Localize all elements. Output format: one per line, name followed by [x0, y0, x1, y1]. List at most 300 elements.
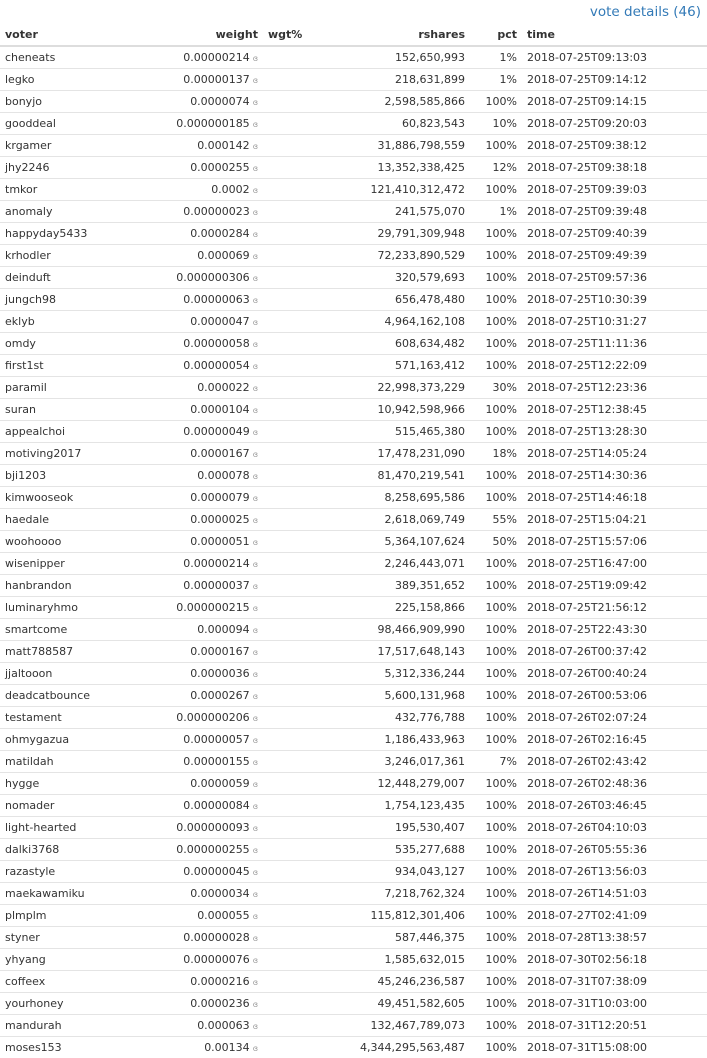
- time-cell: 2018-07-25T09:57:36: [522, 267, 707, 289]
- rshares-cell: 195,530,407: [315, 817, 470, 839]
- rshares-cell: 535,277,688: [315, 839, 470, 861]
- table-row: [0, 575, 707, 597]
- table-row: [0, 883, 707, 905]
- wgt-cell: [263, 883, 315, 905]
- rshares-cell: 12,448,279,007: [315, 773, 470, 795]
- weight-cell: [100, 245, 263, 267]
- voter-cell[interactable]: yhyang: [0, 949, 100, 971]
- time-cell: 2018-07-26T02:48:36: [522, 773, 707, 795]
- pct-cell: 100%: [470, 289, 522, 311]
- voter-cell[interactable]: haedale: [0, 509, 100, 531]
- voter-cell[interactable]: dalki3768: [0, 839, 100, 861]
- weight-cell: [100, 46, 263, 69]
- weight-value: 0.00000028: [183, 931, 249, 944]
- voter-cell[interactable]: appealchoi: [0, 421, 100, 443]
- table-row: [0, 179, 707, 201]
- voter-cell[interactable]: ohmygazua: [0, 729, 100, 751]
- weight-value: 0.000022: [197, 381, 250, 394]
- weight-cell: [100, 399, 263, 421]
- weight-value: 0.0000034: [190, 887, 250, 900]
- weight-value: 0.0000167: [190, 447, 250, 460]
- steem-icon: ɞ: [253, 494, 258, 503]
- pct-cell: 100%: [470, 421, 522, 443]
- time-cell: 2018-07-27T02:41:09: [522, 905, 707, 927]
- voter-cell[interactable]: yourhoney: [0, 993, 100, 1015]
- rshares-cell: 934,043,127: [315, 861, 470, 883]
- voter-cell[interactable]: mandurah: [0, 1015, 100, 1037]
- time-cell: 2018-07-25T09:39:03: [522, 179, 707, 201]
- weight-cell: [100, 795, 263, 817]
- steem-icon: ɞ: [253, 98, 258, 107]
- column-header-weight[interactable]: weight: [100, 24, 263, 46]
- weight-value: 0.00000054: [183, 359, 249, 372]
- time-cell: 2018-07-25T22:43:30: [522, 619, 707, 641]
- column-header-wgt[interactable]: wgt%: [263, 24, 315, 46]
- pct-cell: 100%: [470, 773, 522, 795]
- table-row: [0, 707, 707, 729]
- rshares-cell: 515,465,380: [315, 421, 470, 443]
- wgt-cell: [263, 157, 315, 179]
- time-cell: 2018-07-31T10:03:00: [522, 993, 707, 1015]
- pct-cell: 100%: [470, 619, 522, 641]
- weight-value: 0.00000084: [183, 799, 249, 812]
- steem-icon: ɞ: [253, 450, 258, 459]
- pct-cell: 100%: [470, 817, 522, 839]
- voter-cell[interactable]: happyday5433: [0, 223, 100, 245]
- voter-cell[interactable]: cheneats: [0, 46, 100, 69]
- voter-cell[interactable]: moses153: [0, 1037, 100, 1058]
- weight-value: 0.0000236: [190, 997, 250, 1010]
- vote-details-header: [0, 0, 707, 24]
- pct-cell: 100%: [470, 905, 522, 927]
- time-cell: 2018-07-25T21:56:12: [522, 597, 707, 619]
- weight-value: 0.0000216: [190, 975, 250, 988]
- voter-cell[interactable]: jjaltooon: [0, 663, 100, 685]
- wgt-cell: [263, 553, 315, 575]
- steem-icon: ɞ: [253, 714, 258, 723]
- rshares-cell: 5,600,131,968: [315, 685, 470, 707]
- pct-cell: 100%: [470, 91, 522, 113]
- pct-cell: 100%: [470, 465, 522, 487]
- voter-cell[interactable]: gooddeal: [0, 113, 100, 135]
- pct-cell: 100%: [470, 993, 522, 1015]
- table-row: [0, 949, 707, 971]
- pct-cell: 100%: [470, 553, 522, 575]
- pct-cell: 100%: [470, 685, 522, 707]
- rshares-cell: 8,258,695,586: [315, 487, 470, 509]
- voter-cell[interactable]: light-hearted: [0, 817, 100, 839]
- rshares-cell: 4,344,295,563,487: [315, 1037, 470, 1058]
- rshares-cell: 4,964,162,108: [315, 311, 470, 333]
- wgt-cell: [263, 113, 315, 135]
- rshares-cell: 13,352,338,425: [315, 157, 470, 179]
- weight-value: 0.000000185: [176, 117, 249, 130]
- rshares-cell: 1,186,433,963: [315, 729, 470, 751]
- weight-cell: [100, 91, 263, 113]
- rshares-cell: 225,158,866: [315, 597, 470, 619]
- voter-cell[interactable]: hygge: [0, 773, 100, 795]
- voter-cell[interactable]: matildah: [0, 751, 100, 773]
- voter-cell[interactable]: kimwooseok: [0, 487, 100, 509]
- weight-cell: [100, 971, 263, 993]
- table-row: [0, 751, 707, 773]
- steem-icon: ɞ: [253, 692, 258, 701]
- rshares-cell: 22,998,373,229: [315, 377, 470, 399]
- weight-cell: [100, 487, 263, 509]
- wgt-cell: [263, 201, 315, 223]
- weight-value: 0.00000049: [183, 425, 249, 438]
- time-cell: 2018-07-25T15:57:06: [522, 531, 707, 553]
- voter-cell[interactable]: jungch98: [0, 289, 100, 311]
- steem-icon: ɞ: [253, 384, 258, 393]
- time-cell: 2018-07-25T13:28:30: [522, 421, 707, 443]
- weight-cell: [100, 553, 263, 575]
- rshares-cell: 121,410,312,472: [315, 179, 470, 201]
- time-cell: 2018-07-26T00:40:24: [522, 663, 707, 685]
- voter-cell[interactable]: hanbrandon: [0, 575, 100, 597]
- pct-cell: 30%: [470, 377, 522, 399]
- time-cell: 2018-07-25T12:38:45: [522, 399, 707, 421]
- weight-value: 0.00000045: [183, 865, 249, 878]
- vote-rows: [0, 46, 707, 1058]
- wgt-cell: [263, 289, 315, 311]
- weight-cell: [100, 597, 263, 619]
- time-cell: 2018-07-31T15:08:00: [522, 1037, 707, 1058]
- weight-cell: [100, 905, 263, 927]
- steem-icon: ɞ: [253, 780, 258, 789]
- votes-table: [0, 24, 707, 1058]
- table-row: [0, 839, 707, 861]
- pct-cell: 1%: [470, 46, 522, 69]
- column-header-time[interactable]: time: [522, 24, 707, 46]
- wgt-cell: [263, 377, 315, 399]
- time-cell: 2018-07-25T14:30:36: [522, 465, 707, 487]
- steem-icon: ɞ: [253, 340, 258, 349]
- rshares-cell: 241,575,070: [315, 201, 470, 223]
- time-cell: 2018-07-25T16:47:00: [522, 553, 707, 575]
- weight-cell: [100, 421, 263, 443]
- voter-cell[interactable]: smartcome: [0, 619, 100, 641]
- voter-cell[interactable]: maekawamiku: [0, 883, 100, 905]
- table-row: [0, 729, 707, 751]
- steem-icon: ɞ: [253, 252, 258, 261]
- time-cell: 2018-07-26T14:51:03: [522, 883, 707, 905]
- voter-cell[interactable]: bonyjo: [0, 91, 100, 113]
- voter-cell[interactable]: bji1203: [0, 465, 100, 487]
- column-header-pct[interactable]: pct: [470, 24, 522, 46]
- weight-value: 0.0000079: [190, 491, 250, 504]
- rshares-cell: 132,467,789,073: [315, 1015, 470, 1037]
- rshares-cell: 49,451,582,605: [315, 993, 470, 1015]
- pct-cell: 100%: [470, 1037, 522, 1058]
- wgt-cell: [263, 619, 315, 641]
- voter-cell[interactable]: woohoooo: [0, 531, 100, 553]
- steem-icon: ɞ: [253, 428, 258, 437]
- wgt-cell: [263, 531, 315, 553]
- steem-icon: ɞ: [253, 208, 258, 217]
- table-row: [0, 69, 707, 91]
- weight-cell: [100, 1037, 263, 1058]
- pct-cell: 10%: [470, 113, 522, 135]
- voter-cell[interactable]: omdy: [0, 333, 100, 355]
- wgt-cell: [263, 949, 315, 971]
- rshares-cell: 587,446,375: [315, 927, 470, 949]
- time-cell: 2018-07-31T07:38:09: [522, 971, 707, 993]
- weight-value: 0.0000167: [190, 645, 250, 658]
- weight-cell: [100, 289, 263, 311]
- wgt-cell: [263, 179, 315, 201]
- weight-cell: [100, 311, 263, 333]
- time-cell: 2018-07-26T02:43:42: [522, 751, 707, 773]
- weight-cell: [100, 993, 263, 1015]
- weight-value: 0.00000137: [183, 73, 249, 86]
- weight-value: 0.0000059: [190, 777, 250, 790]
- rshares-cell: 60,823,543: [315, 113, 470, 135]
- time-cell: 2018-07-25T09:39:48: [522, 201, 707, 223]
- steem-icon: ɞ: [253, 582, 258, 591]
- weight-cell: [100, 817, 263, 839]
- wgt-cell: [263, 1037, 315, 1058]
- voter-cell[interactable]: luminaryhmo: [0, 597, 100, 619]
- weight-cell: [100, 773, 263, 795]
- wgt-cell: [263, 971, 315, 993]
- rshares-cell: 45,246,236,587: [315, 971, 470, 993]
- rshares-cell: 1,754,123,435: [315, 795, 470, 817]
- rshares-cell: 31,886,798,559: [315, 135, 470, 157]
- voter-cell[interactable]: deinduft: [0, 267, 100, 289]
- rshares-cell: 115,812,301,406: [315, 905, 470, 927]
- weight-value: 0.00000214: [183, 557, 249, 570]
- voter-cell[interactable]: wisenipper: [0, 553, 100, 575]
- weight-value: 0.00000057: [183, 733, 249, 746]
- table-row: [0, 817, 707, 839]
- weight-cell: [100, 685, 263, 707]
- voter-cell[interactable]: paramil: [0, 377, 100, 399]
- weight-cell: [100, 377, 263, 399]
- voter-cell[interactable]: anomaly: [0, 201, 100, 223]
- voter-cell[interactable]: matt788587: [0, 641, 100, 663]
- time-cell: 2018-07-25T14:05:24: [522, 443, 707, 465]
- rshares-cell: 5,312,336,244: [315, 663, 470, 685]
- weight-value: 0.00000214: [183, 51, 249, 64]
- pct-cell: 100%: [470, 971, 522, 993]
- column-header-rshares[interactable]: rshares: [315, 24, 470, 46]
- weight-value: 0.0000284: [190, 227, 250, 240]
- weight-value: 0.000078: [197, 469, 250, 482]
- time-cell: 2018-07-25T12:22:09: [522, 355, 707, 377]
- wgt-cell: [263, 795, 315, 817]
- rshares-cell: 3,246,017,361: [315, 751, 470, 773]
- weight-cell: [100, 729, 263, 751]
- weight-cell: [100, 465, 263, 487]
- pct-cell: 55%: [470, 509, 522, 531]
- pct-cell: 18%: [470, 443, 522, 465]
- weight-value: 0.0002: [211, 183, 250, 196]
- weight-cell: [100, 927, 263, 949]
- steem-icon: ɞ: [253, 868, 258, 877]
- time-cell: 2018-07-25T09:49:39: [522, 245, 707, 267]
- pct-cell: 100%: [470, 135, 522, 157]
- weight-value: 0.000000206: [176, 711, 249, 724]
- voter-cell[interactable]: plmplm: [0, 905, 100, 927]
- wgt-cell: [263, 223, 315, 245]
- steem-icon: ɞ: [253, 406, 258, 415]
- voter-cell[interactable]: krhodler: [0, 245, 100, 267]
- weight-value: 0.0000104: [190, 403, 250, 416]
- rshares-cell: 1,585,632,015: [315, 949, 470, 971]
- time-cell: 2018-07-25T09:14:12: [522, 69, 707, 91]
- weight-value: 0.000055: [197, 909, 250, 922]
- steem-icon: ɞ: [253, 802, 258, 811]
- steem-icon: ɞ: [253, 736, 258, 745]
- wgt-cell: [263, 46, 315, 69]
- rshares-cell: 98,466,909,990: [315, 619, 470, 641]
- table-row: [0, 46, 707, 69]
- table-row: [0, 487, 707, 509]
- pct-cell: 100%: [470, 333, 522, 355]
- steem-icon: ɞ: [253, 362, 258, 371]
- steem-icon: ɞ: [253, 142, 258, 151]
- pct-cell: 7%: [470, 751, 522, 773]
- weight-cell: [100, 267, 263, 289]
- voter-cell[interactable]: tmkor: [0, 179, 100, 201]
- vote-details-link[interactable]: vote details (46): [590, 4, 701, 20]
- voter-cell[interactable]: jhy2246: [0, 157, 100, 179]
- voter-cell[interactable]: eklyb: [0, 311, 100, 333]
- weight-value: 0.000000215: [176, 601, 249, 614]
- voter-cell[interactable]: nomader: [0, 795, 100, 817]
- weight-cell: [100, 201, 263, 223]
- steem-icon: ɞ: [253, 758, 258, 767]
- time-cell: 2018-07-26T05:55:36: [522, 839, 707, 861]
- table-row: [0, 1037, 707, 1058]
- steem-icon: ɞ: [253, 846, 258, 855]
- rshares-cell: 320,579,693: [315, 267, 470, 289]
- table-row: [0, 91, 707, 113]
- time-cell: 2018-07-30T02:56:18: [522, 949, 707, 971]
- weight-cell: [100, 443, 263, 465]
- weight-value: 0.0000051: [190, 535, 250, 548]
- weight-cell: [100, 861, 263, 883]
- wgt-cell: [263, 861, 315, 883]
- voter-cell[interactable]: krgamer: [0, 135, 100, 157]
- steem-icon: ɞ: [253, 472, 258, 481]
- table-row: [0, 663, 707, 685]
- pct-cell: 100%: [470, 883, 522, 905]
- weight-cell: [100, 223, 263, 245]
- weight-value: 0.000094: [197, 623, 250, 636]
- steem-icon: ɞ: [253, 516, 258, 525]
- steem-icon: ɞ: [253, 274, 258, 283]
- pct-cell: 50%: [470, 531, 522, 553]
- table-row: [0, 905, 707, 927]
- steem-icon: ɞ: [253, 164, 258, 173]
- weight-cell: [100, 883, 263, 905]
- rshares-cell: 656,478,480: [315, 289, 470, 311]
- weight-value: 0.000063: [197, 1019, 250, 1032]
- weight-cell: [100, 69, 263, 91]
- time-cell: 2018-07-25T15:04:21: [522, 509, 707, 531]
- steem-icon: ɞ: [253, 912, 258, 921]
- steem-icon: ɞ: [253, 560, 258, 569]
- table-row: [0, 553, 707, 575]
- time-cell: 2018-07-26T03:46:45: [522, 795, 707, 817]
- weight-cell: [100, 531, 263, 553]
- table-row: [0, 333, 707, 355]
- table-row: [0, 509, 707, 531]
- steem-icon: ɞ: [253, 604, 258, 613]
- pct-cell: 100%: [470, 245, 522, 267]
- wgt-cell: [263, 751, 315, 773]
- voter-cell[interactable]: coffeex: [0, 971, 100, 993]
- weight-value: 0.00000023: [183, 205, 249, 218]
- rshares-cell: 17,478,231,090: [315, 443, 470, 465]
- table-row: [0, 927, 707, 949]
- table-row: [0, 795, 707, 817]
- table-row: [0, 971, 707, 993]
- steem-icon: ɞ: [253, 54, 258, 63]
- steem-icon: ɞ: [253, 1000, 258, 1009]
- rshares-cell: 2,246,443,071: [315, 553, 470, 575]
- time-cell: 2018-07-25T19:09:42: [522, 575, 707, 597]
- column-header-voter[interactable]: voter: [0, 24, 100, 46]
- table-row: [0, 157, 707, 179]
- table-row: [0, 641, 707, 663]
- rshares-cell: 17,517,648,143: [315, 641, 470, 663]
- voter-cell[interactable]: styner: [0, 927, 100, 949]
- voter-cell[interactable]: legko: [0, 69, 100, 91]
- voter-cell[interactable]: testament: [0, 707, 100, 729]
- weight-cell: [100, 839, 263, 861]
- table-row: [0, 377, 707, 399]
- rshares-cell: 2,618,069,749: [315, 509, 470, 531]
- pct-cell: 100%: [470, 839, 522, 861]
- rshares-cell: 432,776,788: [315, 707, 470, 729]
- voter-cell[interactable]: motiving2017: [0, 443, 100, 465]
- pct-cell: 100%: [470, 399, 522, 421]
- rshares-cell: 152,650,993: [315, 46, 470, 69]
- table-row: [0, 597, 707, 619]
- wgt-cell: [263, 333, 315, 355]
- pct-cell: 100%: [470, 949, 522, 971]
- wgt-cell: [263, 443, 315, 465]
- pct-cell: 100%: [470, 355, 522, 377]
- steem-icon: ɞ: [253, 76, 258, 85]
- voter-cell[interactable]: first1st: [0, 355, 100, 377]
- wgt-cell: [263, 927, 315, 949]
- table-row: [0, 223, 707, 245]
- weight-value: 0.00000076: [183, 953, 249, 966]
- wgt-cell: [263, 905, 315, 927]
- voter-cell[interactable]: deadcatbounce: [0, 685, 100, 707]
- weight-value: 0.0000074: [190, 95, 250, 108]
- voter-cell[interactable]: razastyle: [0, 861, 100, 883]
- weight-cell: [100, 1015, 263, 1037]
- wgt-cell: [263, 641, 315, 663]
- pct-cell: 100%: [470, 267, 522, 289]
- voter-cell[interactable]: suran: [0, 399, 100, 421]
- steem-icon: ɞ: [253, 956, 258, 965]
- wgt-cell: [263, 707, 315, 729]
- pct-cell: 100%: [470, 707, 522, 729]
- time-cell: 2018-07-31T12:20:51: [522, 1015, 707, 1037]
- wgt-cell: [263, 487, 315, 509]
- steem-icon: ɞ: [253, 670, 258, 679]
- pct-cell: 100%: [470, 487, 522, 509]
- weight-value: 0.000000093: [176, 821, 249, 834]
- weight-cell: [100, 663, 263, 685]
- table-row: [0, 465, 707, 487]
